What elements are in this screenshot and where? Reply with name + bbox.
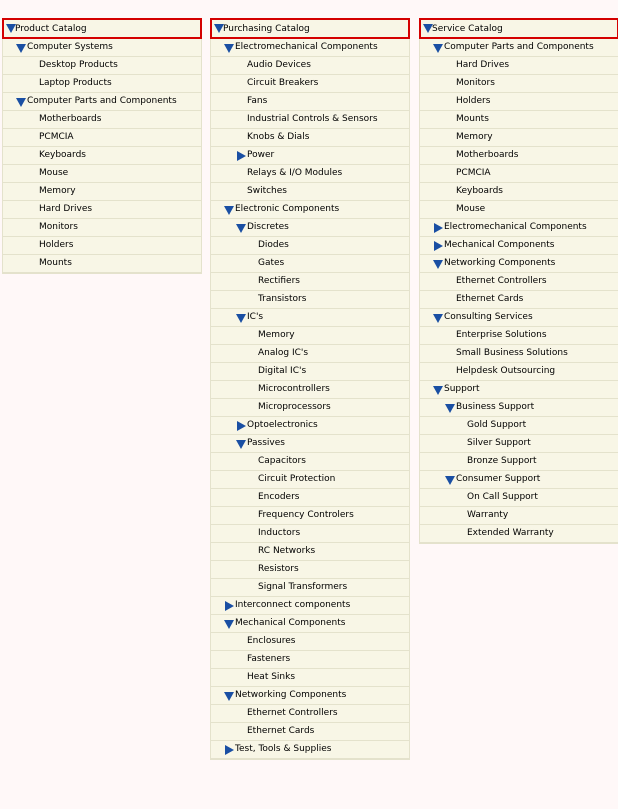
tree-label-audio-devices[interactable]: Audio Devices [247,60,311,70]
tree-row[interactable] [211,75,409,93]
tree-row[interactable] [420,525,618,543]
tree-row[interactable] [420,237,618,255]
triangle-down-icon[interactable] [16,43,26,53]
tree-row[interactable] [420,93,618,111]
tree-label-monitors[interactable]: Monitors [39,222,78,232]
tree-row[interactable] [211,291,409,309]
tree-row[interactable] [3,39,201,57]
tree-label-helpdesk-outsourcing[interactable]: Helpdesk Outsourcing [456,366,556,376]
tree-row[interactable] [211,615,409,633]
triangle-right-icon[interactable] [236,151,246,161]
tree-label-gates[interactable]: Gates [258,258,285,268]
tree-row[interactable] [211,237,409,255]
tree-row[interactable] [420,183,618,201]
tree-label-enterprise-solutions[interactable]: Enterprise Solutions [456,330,547,340]
tree-label-optoelectronics[interactable]: Optoelectronics [247,420,318,430]
tree-label-fasteners[interactable]: Fasteners [247,654,291,664]
tree-label-motherboards[interactable]: Motherboards [456,150,519,160]
tree-row[interactable] [211,687,409,705]
tree-row[interactable] [211,471,409,489]
tree-label-rectifiers[interactable]: Rectifiers [258,276,300,286]
tree-row[interactable] [3,147,201,165]
tree-row[interactable] [3,255,201,273]
tree-row[interactable] [211,489,409,507]
tree-label-enclosures[interactable]: Enclosures [247,636,296,646]
tree-label-microcontrollers[interactable]: Microcontrollers [258,384,330,394]
tree-label-circuit-breakers[interactable]: Circuit Breakers [247,78,319,88]
tree-label-pcmcia[interactable]: PCMCIA [39,132,74,142]
tree-label-ethernet-controllers[interactable]: Ethernet Controllers [456,276,547,286]
service-catalog-tree [419,18,618,544]
tree-label-hard-drives[interactable]: Hard Drives [39,204,93,214]
tree-row[interactable] [3,93,201,111]
tree-row[interactable] [420,201,618,219]
tree-row[interactable] [211,129,409,147]
tree-label-frequency-controlers[interactable]: Frequency Controlers [258,510,354,520]
tree-label-electromechanical-components[interactable]: Electromechanical Components [235,42,378,52]
tree-label-electromechanical-components[interactable]: Electromechanical Components [444,222,587,232]
tree-row[interactable] [420,291,618,309]
tree-label-hard-drives[interactable]: Hard Drives [456,60,510,70]
tree-row[interactable] [211,669,409,687]
tree-label-transistors[interactable]: Transistors [258,294,307,304]
tree-label-inductors[interactable]: Inductors [258,528,301,538]
triangle-down-icon[interactable] [236,313,246,323]
tree-row[interactable] [211,363,409,381]
tree-label-relays-i-o-modules[interactable]: Relays & I/O Modules [247,168,343,178]
tree-row[interactable] [211,93,409,111]
tree-row[interactable] [420,345,618,363]
tree-label-memory[interactable]: Memory [39,186,76,196]
product-catalog-tree [2,18,202,274]
tree-row[interactable] [211,741,409,759]
tree-row[interactable] [420,363,618,381]
tree-label-circuit-protection[interactable]: Circuit Protection [258,474,336,484]
tree-label-product-catalog[interactable]: Product Catalog [15,24,87,34]
tree-label-laptop-products[interactable]: Laptop Products [39,78,112,88]
tree-row[interactable] [420,111,618,129]
tree-label-interconnect-components[interactable]: Interconnect components [235,600,351,610]
tree-label-silver-support[interactable]: Silver Support [467,438,531,448]
triangle-down-icon[interactable] [445,403,455,413]
tree-row[interactable] [211,435,409,453]
tree-row[interactable] [211,57,409,75]
triangle-down-icon[interactable] [445,475,455,485]
tree-label-holders[interactable]: Holders [456,96,491,106]
tree-label-analog-ic-s[interactable]: Analog IC's [258,348,309,358]
tree-label-mechanical-components[interactable]: Mechanical Components [235,618,346,628]
tree-label-test-tools-supplies[interactable]: Test, Tools & Supplies [235,744,332,754]
tree-label-on-call-support[interactable]: On Call Support [467,492,538,502]
tree-row[interactable] [420,147,618,165]
triangle-down-icon[interactable] [433,259,443,269]
tree-row[interactable] [420,219,618,237]
triangle-down-icon[interactable] [16,97,26,107]
tree-label-memory[interactable]: Memory [456,132,493,142]
tree-row[interactable] [211,345,409,363]
tree-row[interactable] [211,201,409,219]
triangle-down-icon[interactable] [224,691,234,701]
tree-row[interactable] [211,579,409,597]
tree-row[interactable] [211,381,409,399]
tree-label-microprocessors[interactable]: Microprocessors [258,402,331,412]
triangle-down-icon[interactable] [224,619,234,629]
tree-label-holders[interactable]: Holders [39,240,74,250]
tree-label-knobs-dials[interactable]: Knobs & Dials [247,132,310,142]
tree-row[interactable] [3,57,201,75]
tree-row[interactable] [420,57,618,75]
tree-label-electronic-components[interactable]: Electronic Components [235,204,340,214]
tree-row[interactable] [420,507,618,525]
tree-row[interactable] [420,471,618,489]
triangle-right-icon[interactable] [236,421,246,431]
tree-label-purchasing-catalog[interactable]: Purchasing Catalog [223,24,310,34]
tree-row[interactable] [211,219,409,237]
tree-row[interactable] [211,651,409,669]
tree-row[interactable] [211,147,409,165]
tree-row[interactable] [3,165,201,183]
tree-row[interactable] [3,201,201,219]
tree-label-warranty[interactable]: Warranty [467,510,509,520]
tree-row[interactable] [211,39,409,57]
tree-label-networking-components[interactable]: Networking Components [235,690,347,700]
tree-label-bronze-support[interactable]: Bronze Support [467,456,537,466]
tree-row[interactable] [420,399,618,417]
tree-row[interactable] [3,183,201,201]
tree-row[interactable] [211,633,409,651]
tree-label-passives[interactable]: Passives [247,438,285,448]
tree-row[interactable] [211,165,409,183]
tree-label-rc-networks[interactable]: RC Networks [258,546,316,556]
tree-label-mounts[interactable]: Mounts [39,258,72,268]
tree-label-keyboards[interactable]: Keyboards [39,150,86,160]
catalog-root-row[interactable] [419,18,618,39]
tree-label-desktop-products[interactable]: Desktop Products [39,60,118,70]
tree-label-monitors[interactable]: Monitors [456,78,495,88]
tree-label-signal-transformers[interactable]: Signal Transformers [258,582,348,592]
tree-row[interactable] [211,309,409,327]
tree-label-business-support[interactable]: Business Support [456,402,535,412]
tree-label-mechanical-components[interactable]: Mechanical Components [444,240,555,250]
tree-label-digital-ic-s[interactable]: Digital IC's [258,366,307,376]
tree-label-fans[interactable]: Fans [247,96,268,106]
tree-label-consulting-services[interactable]: Consulting Services [444,312,533,322]
tree-row[interactable] [420,75,618,93]
tree-row[interactable] [3,237,201,255]
triangle-down-icon[interactable] [236,223,246,233]
tree-label-mouse[interactable]: Mouse [456,204,486,214]
tree-label-mouse[interactable]: Mouse [39,168,69,178]
tree-label-computer-parts-and-components[interactable]: Computer Parts and Components [444,42,594,52]
tree-label-ethernet-cards[interactable]: Ethernet Cards [456,294,524,304]
tree-label-mounts[interactable]: Mounts [456,114,489,124]
tree-row[interactable] [3,75,201,93]
tree-row[interactable] [211,561,409,579]
triangle-down-icon[interactable] [433,385,443,395]
tree-label-pcmcia[interactable]: PCMCIA [456,168,491,178]
triangle-down-icon[interactable] [224,205,234,215]
tree-row[interactable] [3,129,201,147]
tree-row[interactable] [420,255,618,273]
tree-label-consumer-support[interactable]: Consumer Support [456,474,541,484]
triangle-down-icon[interactable] [236,439,246,449]
tree-row[interactable] [420,309,618,327]
triangle-right-icon[interactable] [224,601,234,611]
tree-row[interactable] [211,417,409,435]
tree-row[interactable] [420,489,618,507]
tree-row[interactable] [420,381,618,399]
tree-label-networking-components[interactable]: Networking Components [444,258,556,268]
tree-row[interactable] [420,453,618,471]
tree-label-discretes[interactable]: Discretes [247,222,289,232]
tree-row[interactable] [211,543,409,561]
tree-row[interactable] [420,165,618,183]
tree-row[interactable] [211,597,409,615]
tree-label-computer-systems[interactable]: Computer Systems [27,42,113,52]
tree-label-heat-sinks[interactable]: Heat Sinks [247,672,296,682]
tree-label-motherboards[interactable]: Motherboards [39,114,102,124]
tree-row[interactable] [3,111,201,129]
tree-label-power[interactable]: Power [247,150,275,160]
tree-row[interactable] [420,129,618,147]
tree-row[interactable] [211,183,409,201]
tree-label-ic-s[interactable]: IC's [247,312,264,322]
tree-label-capacitors[interactable]: Capacitors [258,456,306,466]
tree-row[interactable] [211,399,409,417]
tree-label-switches[interactable]: Switches [247,186,287,196]
tree-row[interactable] [420,273,618,291]
tree-row[interactable] [420,327,618,345]
tree-row[interactable] [3,219,201,237]
tree-row[interactable] [211,255,409,273]
tree-label-encoders[interactable]: Encoders [258,492,300,502]
tree-row[interactable] [420,417,618,435]
triangle-down-icon[interactable] [224,43,234,53]
purchasing-catalog-tree [210,18,410,760]
tree-label-memory[interactable]: Memory [258,330,295,340]
tree-label-computer-parts-and-components[interactable]: Computer Parts and Components [27,96,177,106]
triangle-down-icon[interactable] [433,313,443,323]
tree-label-ethernet-cards[interactable]: Ethernet Cards [247,726,315,736]
triangle-right-icon[interactable] [224,745,234,755]
tree-row[interactable] [211,111,409,129]
catalog-root-row[interactable] [2,18,202,39]
tree-label-service-catalog[interactable]: Service Catalog [432,24,503,34]
tree-row[interactable] [211,327,409,345]
tree-label-diodes[interactable]: Diodes [258,240,289,250]
tree-row[interactable] [420,435,618,453]
catalog-root-row[interactable] [210,18,410,39]
tree-row[interactable] [211,453,409,471]
tree-label-ethernet-controllers[interactable]: Ethernet Controllers [247,708,338,718]
tree-label-extended-warranty[interactable]: Extended Warranty [467,528,554,538]
triangle-down-icon[interactable] [433,43,443,53]
tree-row[interactable] [211,507,409,525]
tree-label-small-business-solutions[interactable]: Small Business Solutions [456,348,568,358]
triangle-right-icon[interactable] [433,223,443,233]
tree-row[interactable] [211,525,409,543]
tree-row[interactable] [211,705,409,723]
tree-row[interactable] [211,273,409,291]
tree-label-industrial-controls-sensors[interactable]: Industrial Controls & Sensors [247,114,378,124]
tree-label-resistors[interactable]: Resistors [258,564,299,574]
tree-row[interactable] [420,39,618,57]
tree-label-keyboards[interactable]: Keyboards [456,186,503,196]
triangle-right-icon[interactable] [433,241,443,251]
tree-label-gold-support[interactable]: Gold Support [467,420,527,430]
tree-label-support[interactable]: Support [444,384,480,394]
tree-row[interactable] [211,723,409,741]
